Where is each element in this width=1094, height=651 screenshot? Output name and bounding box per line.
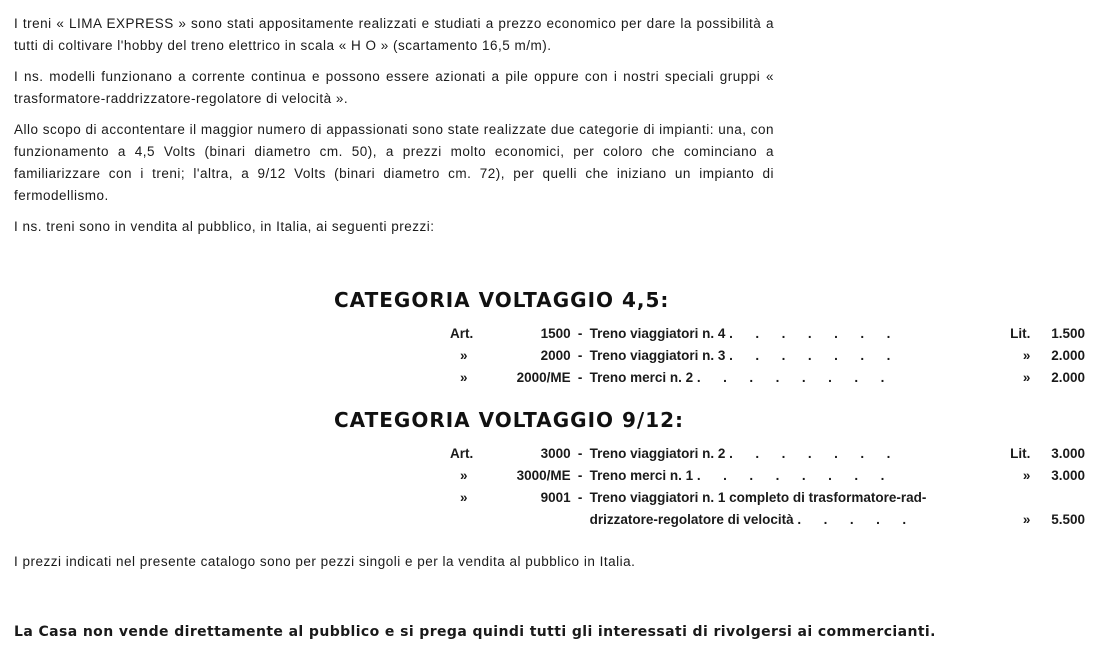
article-code: 2000 xyxy=(540,347,571,363)
row-prefix: Art. xyxy=(450,445,474,461)
price-row xyxy=(450,508,1085,530)
article-code: 3000/ME xyxy=(516,467,571,483)
leader-dots: . . . . . . . . xyxy=(696,369,885,385)
description-text: Treno viaggiatori n. 4 xyxy=(589,325,726,341)
article-description xyxy=(590,344,999,366)
description-text: Treno viaggiatori n. 3 xyxy=(589,347,726,363)
category-a-price-table xyxy=(450,322,1085,388)
article-description xyxy=(590,442,999,464)
description-text: Treno merci n. 1 xyxy=(589,467,694,483)
price-row xyxy=(450,486,1085,508)
leader-dots: . . . . . . . . xyxy=(696,467,885,483)
row-dash: - xyxy=(577,445,583,461)
price-row xyxy=(450,366,1085,388)
currency: Lit. xyxy=(1010,325,1031,341)
sales-notice: La Casa non vende direttamente al pubblico e si prega quindi tutti gli interessati di rivolgersi ai commercianti. xyxy=(14,624,936,640)
intro-paragraph-2: I ns. modelli funzionano a corrente continua e possono essere azionati a pile oppure con i nostri speciali gruppi « trasformatore-raddrizzatore-regolatore di velocità ». xyxy=(14,69,774,106)
intro-text xyxy=(14,13,774,247)
row-dash: - xyxy=(577,369,583,385)
description-text: Treno merci n. 2 xyxy=(589,369,694,385)
leader-dots: . . . . . . . xyxy=(729,445,891,461)
currency: » xyxy=(1022,511,1031,527)
row-dash: - xyxy=(577,467,583,483)
price-row xyxy=(450,442,1085,464)
price: 3.000 xyxy=(1051,467,1085,483)
category-b-title: CATEGORIA VOLTAGGIO 9/12: xyxy=(334,408,685,432)
leader-dots: . . . . . . . xyxy=(729,347,891,363)
price: 3.000 xyxy=(1051,445,1085,461)
price-row xyxy=(450,464,1085,486)
price-row xyxy=(450,344,1085,366)
article-code: 3000 xyxy=(540,445,571,461)
currency: Lit. xyxy=(1010,445,1031,461)
currency: » xyxy=(1022,347,1031,363)
row-prefix: » xyxy=(460,369,468,385)
row-dash: - xyxy=(577,347,583,363)
leader-dots: . . . . . xyxy=(797,511,907,527)
intro-paragraph-1: I treni « LIMA EXPRESS » sono stati appositamente realizzati e studiati a prezzo economico per dare la possibilità a tutti di coltivare l'hobby del treno elettrico in scala « H O » (scartamento 16,5 m/m). xyxy=(14,16,774,53)
price: 1.500 xyxy=(1051,325,1085,341)
price: 5.500 xyxy=(1051,511,1085,527)
category-b-price-table xyxy=(450,442,1085,530)
article-description: Treno viaggiatori n. 1 completo di trasformatore-rad- xyxy=(589,489,927,505)
article-description xyxy=(590,464,999,486)
article-description xyxy=(590,508,999,530)
category-a-title: CATEGORIA VOLTAGGIO 4,5: xyxy=(334,288,670,312)
price: 2.000 xyxy=(1051,347,1085,363)
price-row xyxy=(450,322,1085,344)
row-prefix: Art. xyxy=(450,325,474,341)
description-text: drizzatore-regolatore di velocità xyxy=(589,511,794,527)
article-code: 1500 xyxy=(540,325,571,341)
article-code: 2000/ME xyxy=(516,369,571,385)
intro-paragraph-4: I ns. treni sono in vendita al pubblico, in Italia, ai seguenti prezzi: xyxy=(14,219,435,234)
row-dash: - xyxy=(577,325,583,341)
article-description xyxy=(590,366,999,388)
leader-dots: . . . . . . . xyxy=(729,325,891,341)
intro-paragraph-3: Allo scopo di accontentare il maggior numero di appassionati sono state realizzate due categorie di impianti: una, con funzionamento a 4,5 Volts (binari diametro cm. 50), a prezzi molto economici, per coloro che cominciano a familiarizzare con i treni; l'altra, a 9/12 Volts (binari diametro cm. 72), per quelli che iniziano un impianto di fermodellismo. xyxy=(14,122,774,203)
article-code: 9001 xyxy=(540,489,571,505)
price: 2.000 xyxy=(1051,369,1085,385)
currency: » xyxy=(1022,369,1031,385)
row-dash: - xyxy=(577,489,583,505)
row-prefix: » xyxy=(460,489,468,505)
row-prefix: » xyxy=(460,347,468,363)
price-footnote: I prezzi indicati nel presente catalogo sono per pezzi singoli e per la vendita al pubblico in Italia. xyxy=(14,554,636,569)
article-description xyxy=(590,322,999,344)
currency: » xyxy=(1022,467,1031,483)
row-prefix: » xyxy=(460,467,468,483)
description-text: Treno viaggiatori n. 2 xyxy=(589,445,726,461)
